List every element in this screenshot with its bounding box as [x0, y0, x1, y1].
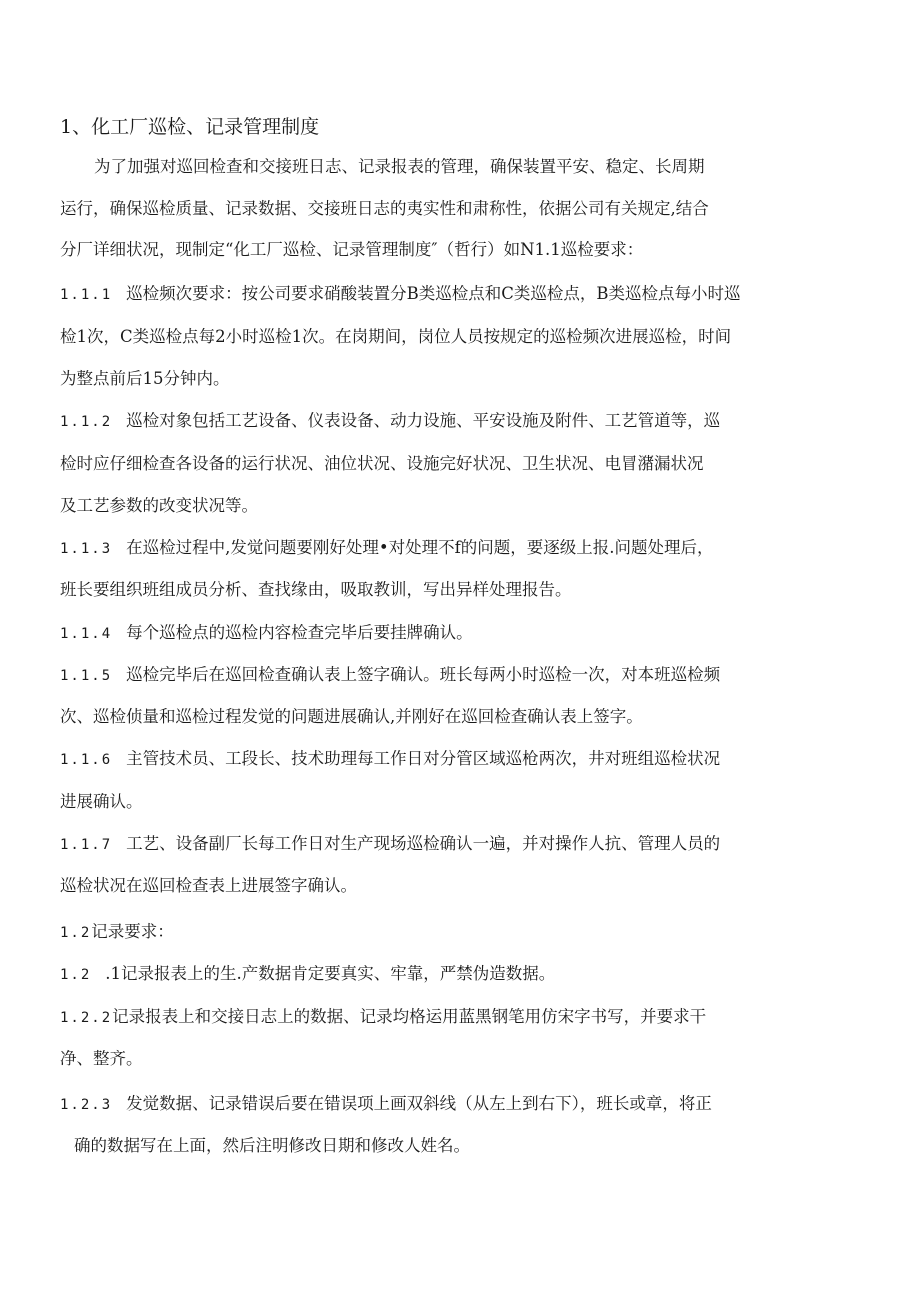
- item-line: 检时应仔细检查各设备的运行状况、油位状况、设施完好状况、卫生状况、电冒潴漏状况: [60, 454, 704, 473]
- item-text: 巡检频次要求：按公司要求硝酸装置分B类巡检点和C类巡检点，B类巡检点每小时巡: [126, 284, 741, 303]
- item-line: 进展确认。: [60, 792, 143, 811]
- item-text: .1记录报表上的生.产数据肯定要真实、牢靠，严禁伪造数据。: [105, 964, 556, 983]
- item-number: 1.1.3: [60, 541, 113, 557]
- item-number: 1.1.4: [60, 626, 113, 642]
- section-item-1-2-1: [60, 964, 555, 984]
- item-text: 巡检完毕后在巡回检查确认表上签字确认。班长每两小时巡检一次，对本班巡检频: [126, 665, 721, 684]
- item-line: 次、巡检侦量和巡检过程发觉的问题进展确认,并刚好在巡回检查确认表上签字。: [60, 707, 643, 726]
- item-line: 净、整齐。: [60, 1049, 143, 1068]
- item-number: 1.2.3: [60, 1097, 113, 1113]
- section-item-1-1-4: [60, 623, 473, 643]
- item-line: 班长要组织班组成员分析、查找缘由，吸取教训，写出异样处理报告。: [60, 580, 572, 599]
- item-text: 每个巡检点的巡检内容检查完毕后要挂牌确认。: [126, 623, 473, 642]
- intro-line: 运行，确保巡检质量、记录数据、交接班日志的夷实性和肃称性，依据公司有关规定,结合: [60, 199, 709, 218]
- intro-line: 为了加强对巡回检查和交接班日志、记录报表的管理，确保装置平安、稳定、长周期: [94, 157, 705, 176]
- item-text: 记录要求：: [91, 922, 174, 941]
- section-item-1-1-7: [60, 834, 720, 854]
- section-item-1-1-2: [60, 411, 720, 431]
- section-item-1-1-1: [60, 284, 741, 304]
- item-text: 在巡检过程中,发觉问题要刚好处理•对处理不f的问题，要逐级上报.问题处理后，: [126, 538, 714, 557]
- item-line: 为整点前后15分钟内。: [60, 369, 230, 388]
- section-item-1-1-6: [60, 749, 720, 769]
- item-number: 1.1.2: [60, 414, 113, 430]
- item-number: 1.1.5: [60, 668, 113, 684]
- item-text: 发觉数据、记录错误后要在错误项上画双斜线（从左上到右下），班长或章，将正: [126, 1094, 712, 1113]
- item-number: 1.1.7: [60, 837, 113, 853]
- item-line: 检1次，C类巡检点每2小时巡检1次。在岗期间，岗位人员按规定的巡检频次进展巡检，时间: [60, 327, 732, 346]
- item-number: 1.1.6: [60, 752, 113, 768]
- item-text: 巡检对象包括工艺设备、仪表设备、动力设施、平安设施及附件、工艺管道等，巡: [126, 411, 721, 430]
- item-number: 1.2.2: [60, 1010, 113, 1026]
- item-number: 1.2: [60, 967, 92, 983]
- section-heading-1-2: [60, 922, 174, 942]
- item-text: 记录报表上和交接日志上的数据、记录均格运用蓝黑钢笔用仿宋字书写，并要求干: [112, 1007, 707, 1026]
- section-item-1-2-2: [60, 1007, 706, 1027]
- item-number: 1.2: [60, 925, 92, 941]
- item-text: 工艺、设备副厂长每工作日对生产现场巡检确认一遍，并对操作人抗、管理人员的: [126, 834, 721, 853]
- section-item-1-1-5: [60, 665, 720, 685]
- item-line: 及工艺参数的改变状况等。: [60, 496, 258, 515]
- intro-line: 分厂详细状况，现制定“化工厂巡检、记录管理制度″（哲行）如N1.1巡检要求：: [60, 240, 644, 259]
- item-line: 确的数据写在上面，然后注明修改日期和修改人姓名。: [74, 1136, 470, 1155]
- item-text: 主管技术员、工段长、技术助理每工作日对分管区域巡枪两次，井对班组巡检状况: [126, 749, 721, 768]
- section-item-1-2-3: [60, 1094, 712, 1114]
- item-line: 巡检状况在巡回检查表上进展签字确认。: [60, 876, 357, 895]
- item-number: 1.1.1: [60, 287, 113, 303]
- document-title: 1、化工厂巡检、记录管理制度: [60, 116, 320, 138]
- section-item-1-1-3: [60, 538, 714, 558]
